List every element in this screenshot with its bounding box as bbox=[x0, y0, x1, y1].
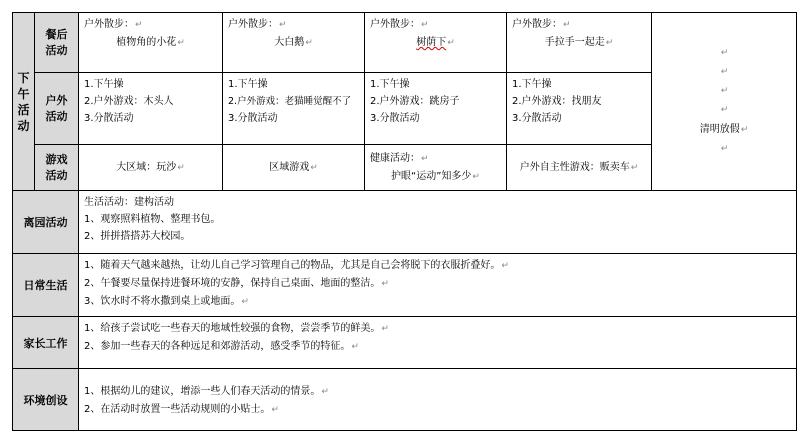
section-line: 1、随着天气越来越热，让幼儿自己学习管理自己的物品，尤其是自己会将脱下的衣服折叠好。 bbox=[84, 260, 501, 271]
outdoor-line-1: 1.下午操 bbox=[84, 79, 124, 90]
after-meal-title-1: 户外散步： bbox=[84, 19, 134, 30]
paragraph-mark: ↵ bbox=[279, 20, 287, 30]
section-line: 2、拼拼搭搭苏大校园。 bbox=[84, 231, 191, 242]
outdoor-line-1: 1.下午操 bbox=[370, 79, 410, 90]
leave-text: 清明放假 bbox=[699, 124, 740, 135]
section-line: 2、在活动时放置一些活动规则的小贴士。 bbox=[84, 404, 271, 415]
paragraph-mark: ↵ bbox=[720, 48, 729, 58]
outdoor-line-3: 3.分散活动 bbox=[512, 113, 562, 124]
paragraph-mark: ↵ bbox=[271, 405, 279, 415]
after-meal-title-2: 户外散步： bbox=[228, 19, 278, 30]
outdoor-line-2: 2.户外游戏：老猫睡觉醒不了 bbox=[228, 96, 352, 107]
section-content-cell bbox=[79, 191, 797, 254]
section-line: 2、午餐要尽量保持进餐环境的安静，保持自己桌面、地面的整洁。 bbox=[84, 278, 381, 289]
game-line-1: 户外自主性游戏：贩卖车 bbox=[519, 161, 630, 173]
section-line: 2、参加一些春天的各种远足和郊游活动，感受季节的特征。 bbox=[84, 341, 351, 352]
outdoor-line-1: 1.下午操 bbox=[228, 79, 268, 90]
paragraph-mark: ↵ bbox=[605, 38, 614, 48]
paragraph-mark: ↵ bbox=[305, 38, 313, 48]
afternoon-label: 下午活动 bbox=[17, 70, 30, 133]
paragraph-mark: ↵ bbox=[381, 279, 389, 289]
weekly-plan-table bbox=[12, 12, 797, 431]
outdoor-cell-1 bbox=[79, 73, 223, 145]
leave-cell bbox=[652, 13, 797, 191]
section-row bbox=[13, 191, 797, 254]
paragraph-mark: ↵ bbox=[501, 261, 509, 271]
section-title-cell bbox=[13, 254, 79, 317]
paragraph-mark: ↵ bbox=[740, 125, 749, 135]
section-row bbox=[13, 369, 797, 431]
after-meal-label-cell bbox=[35, 13, 79, 73]
outdoor-cell-3 bbox=[365, 73, 507, 145]
section-line: 1、观察照料植物、整理书包。 bbox=[84, 214, 221, 225]
section-line: 1、给孩子尝试吃一些春天的地域性较强的食物，尝尝季节的鲜美。 bbox=[84, 323, 381, 334]
paragraph-mark: ↵ bbox=[720, 144, 729, 154]
paragraph-mark: ↵ bbox=[381, 324, 389, 334]
game-line-1: 区域游戏 bbox=[269, 161, 310, 173]
paragraph-mark: ↵ bbox=[720, 67, 729, 77]
game-cell-4 bbox=[507, 145, 652, 191]
paragraph-mark: ↵ bbox=[177, 38, 185, 48]
section-content-cell bbox=[79, 254, 797, 317]
section-title: 离园活动 bbox=[23, 216, 68, 229]
outdoor-label: 户外活动 bbox=[45, 93, 68, 123]
section-title: 家长工作 bbox=[23, 336, 68, 350]
after-meal-cell-4 bbox=[507, 13, 652, 73]
after-meal-title-3: 户外散步： bbox=[370, 19, 420, 30]
outdoor-label-cell bbox=[35, 73, 79, 145]
game-cell-2 bbox=[223, 145, 365, 191]
paragraph-mark: ↵ bbox=[472, 171, 480, 182]
after-meal-cell-2 bbox=[223, 13, 365, 73]
section-title-cell bbox=[13, 191, 79, 254]
game-cell-3 bbox=[365, 145, 507, 191]
section-title: 日常生活 bbox=[23, 279, 68, 292]
game-cell-1 bbox=[79, 145, 223, 191]
game-line-1: 大区域：玩沙 bbox=[116, 161, 177, 173]
section-row bbox=[13, 317, 797, 369]
section-row bbox=[13, 254, 797, 317]
paragraph-mark: ↵ bbox=[421, 153, 429, 164]
after-meal-content-3: 树荫下 bbox=[416, 37, 447, 48]
outdoor-line-3: 3.分散活动 bbox=[84, 113, 134, 124]
paragraph-mark: ↵ bbox=[321, 387, 329, 397]
game-line-1: 健康活动： bbox=[370, 152, 420, 164]
paragraph-mark: ↵ bbox=[241, 297, 249, 307]
paragraph-mark: ↵ bbox=[421, 20, 429, 30]
outdoor-line-3: 3.分散活动 bbox=[370, 113, 420, 124]
section-line: 生活活动：建构活动 bbox=[84, 197, 174, 208]
after-meal-label: 餐后活动 bbox=[45, 27, 68, 57]
page-top-margin bbox=[0, 0, 799, 8]
paragraph-mark: ↵ bbox=[177, 162, 185, 173]
outdoor-line-3: 3.分散活动 bbox=[228, 113, 278, 124]
paragraph-mark: ↵ bbox=[720, 86, 729, 96]
after-meal-content-4: 手拉手一起走 bbox=[544, 37, 605, 48]
outdoor-line-2: 2.户外游戏：木头人 bbox=[84, 96, 174, 107]
after-meal-cell-1 bbox=[79, 13, 223, 73]
after-meal-row bbox=[13, 13, 797, 73]
outdoor-line-2: 2.户外游戏：跳房子 bbox=[370, 96, 460, 107]
section-line: 3、饮水时不将水撒到桌上或地面。 bbox=[84, 296, 241, 307]
paragraph-mark: ↵ bbox=[351, 342, 359, 352]
section-line: 1、根据幼儿的建议，增添一些人们春天活动的情景。 bbox=[84, 386, 321, 397]
section-title-cell bbox=[13, 317, 79, 369]
game-label: 游戏活动 bbox=[45, 152, 68, 182]
afternoon-label-cell bbox=[13, 13, 35, 191]
paragraph-mark: ↵ bbox=[720, 105, 729, 115]
outdoor-line-1: 1.下午操 bbox=[512, 79, 552, 90]
after-meal-content-1: 植物角的小花 bbox=[116, 37, 177, 48]
outdoor-cell-2 bbox=[223, 73, 365, 145]
outdoor-line-2: 2.户外游戏：找朋友 bbox=[512, 96, 602, 107]
paragraph-mark: ↵ bbox=[447, 38, 455, 48]
section-title: 环境创设 bbox=[23, 393, 68, 407]
section-content-cell bbox=[79, 317, 797, 369]
after-meal-cell-3 bbox=[365, 13, 507, 73]
game-label-cell bbox=[35, 145, 79, 191]
paragraph-mark: ↵ bbox=[563, 20, 571, 30]
section-content-cell bbox=[79, 369, 797, 431]
game-line-2: 护眼“运动”知多少 bbox=[391, 170, 472, 182]
section-title-cell bbox=[13, 369, 79, 431]
paragraph-mark: ↵ bbox=[310, 162, 318, 173]
outdoor-cell-4 bbox=[507, 73, 652, 145]
paragraph-mark: ↵ bbox=[630, 162, 639, 173]
paragraph-mark: ↵ bbox=[135, 20, 143, 30]
after-meal-content-2: 大白鹅 bbox=[274, 37, 305, 48]
after-meal-title-4: 户外散步： bbox=[512, 19, 562, 30]
